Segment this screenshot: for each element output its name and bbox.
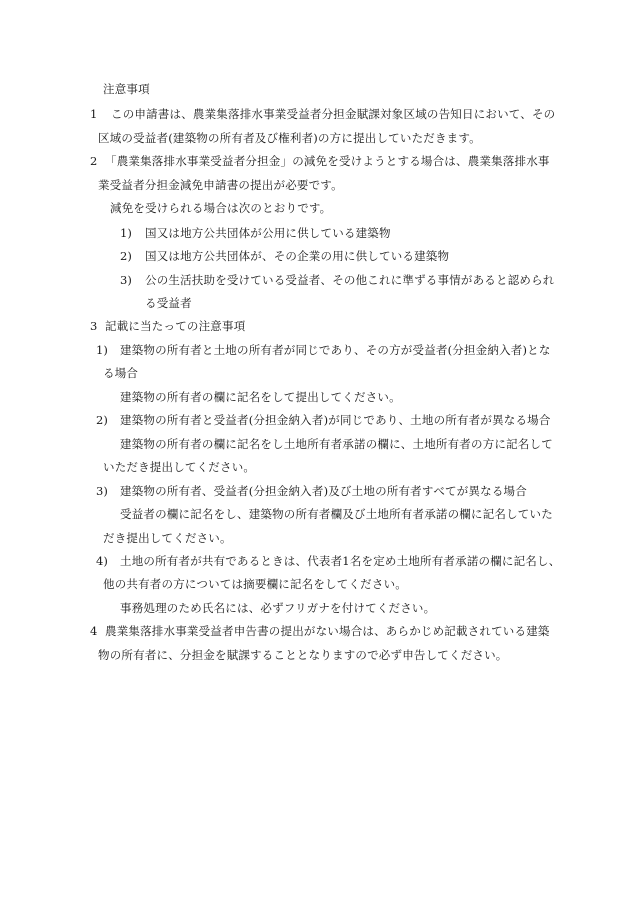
item-1-number: 1 <box>90 107 98 121</box>
case-2-text: 建築物の所有者と受益者(分担金納入者)が同じであり、土地の所有者が異なる場合 <box>120 413 551 427</box>
exemption-3-text-cont: る受益者 <box>145 296 192 310</box>
item-4-text-cont: 物の所有者に、分担金を賦課することとなりますので必ず申告してください。 <box>98 648 508 662</box>
notes-heading: 注意事項 <box>103 82 150 96</box>
case-4-text-cont: 他の共有者の方については摘要欄に記名をしてください。 <box>103 577 407 591</box>
case-3-number: 3) <box>96 484 108 498</box>
exemption-1-text: 国又は地方公共団体が公用に供している建築物 <box>145 226 391 240</box>
exemption-1-number: 1) <box>120 226 132 240</box>
item-2-text: 「農業集落排水事業受益者分担金」の減免を受けようとする場合は、農業集落排水事 <box>105 154 550 168</box>
item-2-text-exemption: 減免を受けられる場合は次のとおりです。 <box>110 201 332 215</box>
case-4-text: 土地の所有者が共有であるときは、代表者1名を定め土地所有者承諾の欄に記名し、 <box>120 554 561 568</box>
item-2-number: 2 <box>90 154 98 168</box>
case-4-furigana-note: 事務処理のため氏名には、必ずフリガナを付けてください。 <box>120 601 436 615</box>
case-1-text: 建築物の所有者と土地の所有者が同じであり、その方が受益者(分担金納入者)とな <box>120 343 551 357</box>
exemption-3-text: 公の生活扶助を受けている受益者、その他これに準ずる事情があると認められ <box>145 273 555 287</box>
exemption-2-number: 2) <box>120 249 132 263</box>
case-1-number: 1) <box>96 343 108 357</box>
case-3-instruction-cont: だき提出してください。 <box>103 531 232 545</box>
item-4-text: 農業集落排水事業受益者申告書の提出がない場合は、あらかじめ記載されている建築 <box>105 624 550 638</box>
case-4-number: 4) <box>96 554 108 568</box>
case-3-instruction: 受益者の欄に記名をし、建築物の所有者欄及び土地所有者承諾の欄に記名していた <box>120 507 553 521</box>
item-3-number: 3 <box>90 319 98 333</box>
exemption-3-number: 3) <box>120 273 132 287</box>
case-2-number: 2) <box>96 413 108 427</box>
item-3-text: 記載に当たっての注意事項 <box>105 319 246 333</box>
item-4-number: 4 <box>90 624 98 638</box>
case-1-instruction: 建築物の所有者の欄に記名をして提出してください。 <box>120 390 401 404</box>
case-1-text-cont: る場合 <box>103 366 139 380</box>
exemption-2-text: 国又は地方公共団体が、その企業の用に供している建築物 <box>145 249 450 263</box>
item-1-text-cont: 区域の受益者(建築物の所有者及び権利者)の方に提出していただきます。 <box>98 131 481 145</box>
case-3-text: 建築物の所有者、受益者(分担金納入者)及び土地の所有者すべてが異なる場合 <box>120 484 527 498</box>
case-2-instruction: 建築物の所有者の欄に記名をし土地所有者承諾の欄に、土地所有者の方に記名して <box>120 437 553 451</box>
case-2-instruction-cont: いただき提出してください。 <box>103 460 256 474</box>
item-2-text-cont: 業受益者分担金減免申請書の提出が必要です。 <box>98 178 343 192</box>
item-1-text: この申請書は、農業集落排水事業受益者分担金賦課対象区域の告知日において、その <box>111 107 556 121</box>
